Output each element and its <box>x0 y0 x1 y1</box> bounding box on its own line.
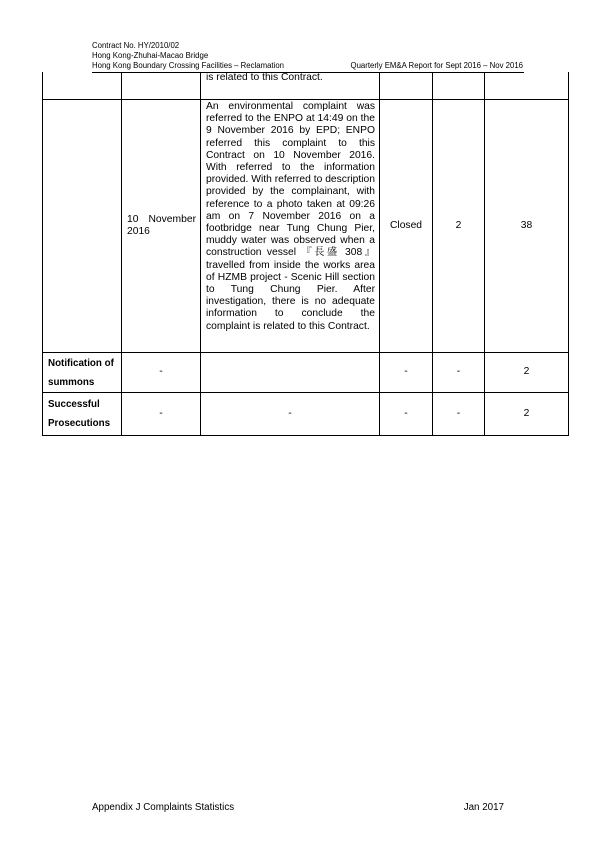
summons-value: - <box>122 353 201 393</box>
page-header <box>92 41 525 70</box>
contract-number: Contract No. HY/2010/02 <box>92 41 180 50</box>
footer-date: Jan 2017 <box>463 802 504 813</box>
table-cell <box>43 100 122 353</box>
summons-status: - <box>380 353 433 393</box>
summons-label: Notification of summons <box>43 353 122 393</box>
date-year: 2016 <box>127 226 150 237</box>
table-cell <box>122 72 201 100</box>
complaint-description: An environmental complaint was referred to the ENPO at 14:49 on the 9 November 2016 by EPD; ENPO referred this complaint to this Contract on 10 November 2016. With referred to the information provided. With referred to description provided by the complainant, with reference to a photo taken at 09:26 am on 7 November 2016 on a footbridge near Tung Chung Pier, muddy water was observed when a construction vessel 『長盛 308』travelled from inside the works area of HZMB project - Scenic Hill section to Tung Chung Pier. After investigation, there is no adequate information to conclude the complaint is related to this Contract. <box>201 100 380 353</box>
date-day: 10 <box>127 213 139 225</box>
table-row <box>43 100 569 353</box>
table-cell <box>43 72 122 100</box>
summons-cumulative: 2 <box>485 353 569 393</box>
header-row <box>92 61 525 71</box>
table-cell <box>485 72 569 100</box>
footer-section: Appendix J Complaints Statistics <box>92 802 235 813</box>
page-footer <box>92 802 504 813</box>
table-row <box>43 393 569 436</box>
complaint-status: Closed <box>380 100 433 353</box>
complaint-date <box>122 100 201 353</box>
date-month: November <box>148 213 196 225</box>
prosecutions-count: - <box>433 393 485 436</box>
prosecutions-cumulative: 2 <box>485 393 569 436</box>
prosecutions-value: - <box>122 393 201 436</box>
table-cell <box>433 72 485 100</box>
complaints-table <box>42 72 569 436</box>
prosecutions-description: - <box>201 393 380 436</box>
complaint-count: 2 <box>433 100 485 353</box>
table-row <box>43 72 569 100</box>
summons-count: - <box>433 353 485 393</box>
project-name: Hong Kong-Zhuhai-Macao Bridge <box>92 50 209 60</box>
summons-description <box>201 353 380 393</box>
complaint-cumulative: 38 <box>485 100 569 353</box>
report-title: Quarterly EM&A Report for Sept 2016 – Nov 2016 <box>350 60 523 70</box>
facility-name: Hong Kong Boundary Crossing Facilities – Reclamation <box>92 60 284 70</box>
prosecutions-status: - <box>380 393 433 436</box>
table-row <box>43 353 569 393</box>
table-cell <box>380 72 433 100</box>
continued-description: is related to this Contract. <box>201 72 380 100</box>
prosecutions-label: Successful Prosecutions <box>43 393 122 436</box>
